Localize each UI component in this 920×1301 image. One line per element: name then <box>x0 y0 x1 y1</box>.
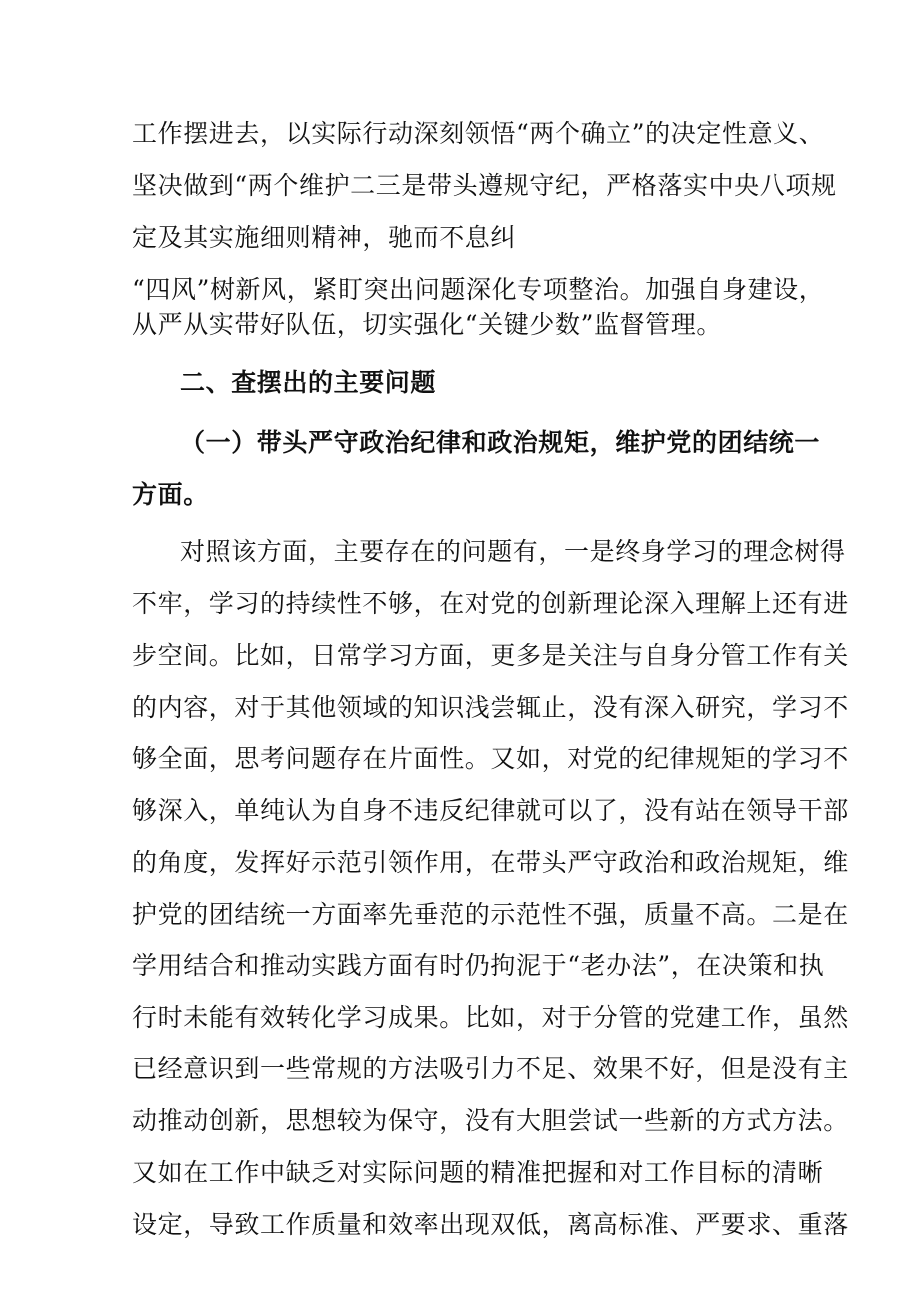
subsection-heading-line-1: （一）带头严守政治纪律和政治规矩，维护党的团结统一 <box>180 428 821 457</box>
intro-line-4: “四风”树新风，紧盯突出问题深化专项整治。加强自身建设， <box>132 275 825 304</box>
intro-line-1: 工作摆进去，以实际行动深刻领悟“两个确立”的决定性意义、 <box>132 119 825 148</box>
body-line-6: 够深入，单纯认为自身不违反纪律就可以了，没有站在领导干部 <box>132 796 849 825</box>
intro-line-5: 从严从实带好队伍，切实强化“关键少数”监督管理。 <box>132 310 722 339</box>
body-line-9: 学用结合和推动实践方面有时仍拘泥于“老办法”，在决策和执 <box>132 951 825 980</box>
body-line-2: 不牢，学习的持续性不够，在对党的创新理论深入理解上还有进 <box>132 589 849 618</box>
body-line-10: 行时未能有效转化学习成果。比如，对于分管的党建工作，虽然 <box>132 1003 849 1032</box>
body-line-1: 对照该方面，主要存在的问题有，一是终身学习的理念树得 <box>180 537 846 566</box>
body-line-11: 已经意识到一些常规的方法吸引力不足、效果不好，但是没有主 <box>132 1054 849 1083</box>
body-line-3: 步空间。比如，日常学习方面，更多是关注与自身分管工作有关 <box>132 641 849 670</box>
body-line-8: 护党的团结统一方面率先垂范的示范性不强，质量不高。二是在 <box>132 900 849 929</box>
subsection-heading-line-2: 方面。 <box>132 480 209 509</box>
body-line-5: 够全面，思考问题存在片面性。又如，对党的纪律规矩的学习不 <box>132 744 849 773</box>
section-heading: 二、查摆出的主要问题 <box>180 368 437 397</box>
body-line-12: 动推动创新，思想较为保守，没有大胆尝试一些新的方式方法。 <box>132 1106 849 1135</box>
intro-line-2: 坚决做到“两个维护二三是带头遵规守纪，严格落实中央八项规 <box>132 171 837 200</box>
intro-line-3: 定及其实施细则精神，驰而不息纠 <box>132 223 517 252</box>
body-line-14: 设定，导致工作质量和效率出现双低，离高标准、严要求、重落 <box>132 1210 849 1239</box>
body-line-13: 又如在工作中缺乏对实际问题的精准把握和对工作目标的清晰 <box>132 1158 824 1187</box>
body-line-7: 的角度，发挥好示范引领作用，在带头严守政治和政治规矩，维 <box>132 848 849 877</box>
body-line-4: 的内容，对于其他领域的知识浅尝辄止，没有深入研究，学习不 <box>132 693 849 722</box>
